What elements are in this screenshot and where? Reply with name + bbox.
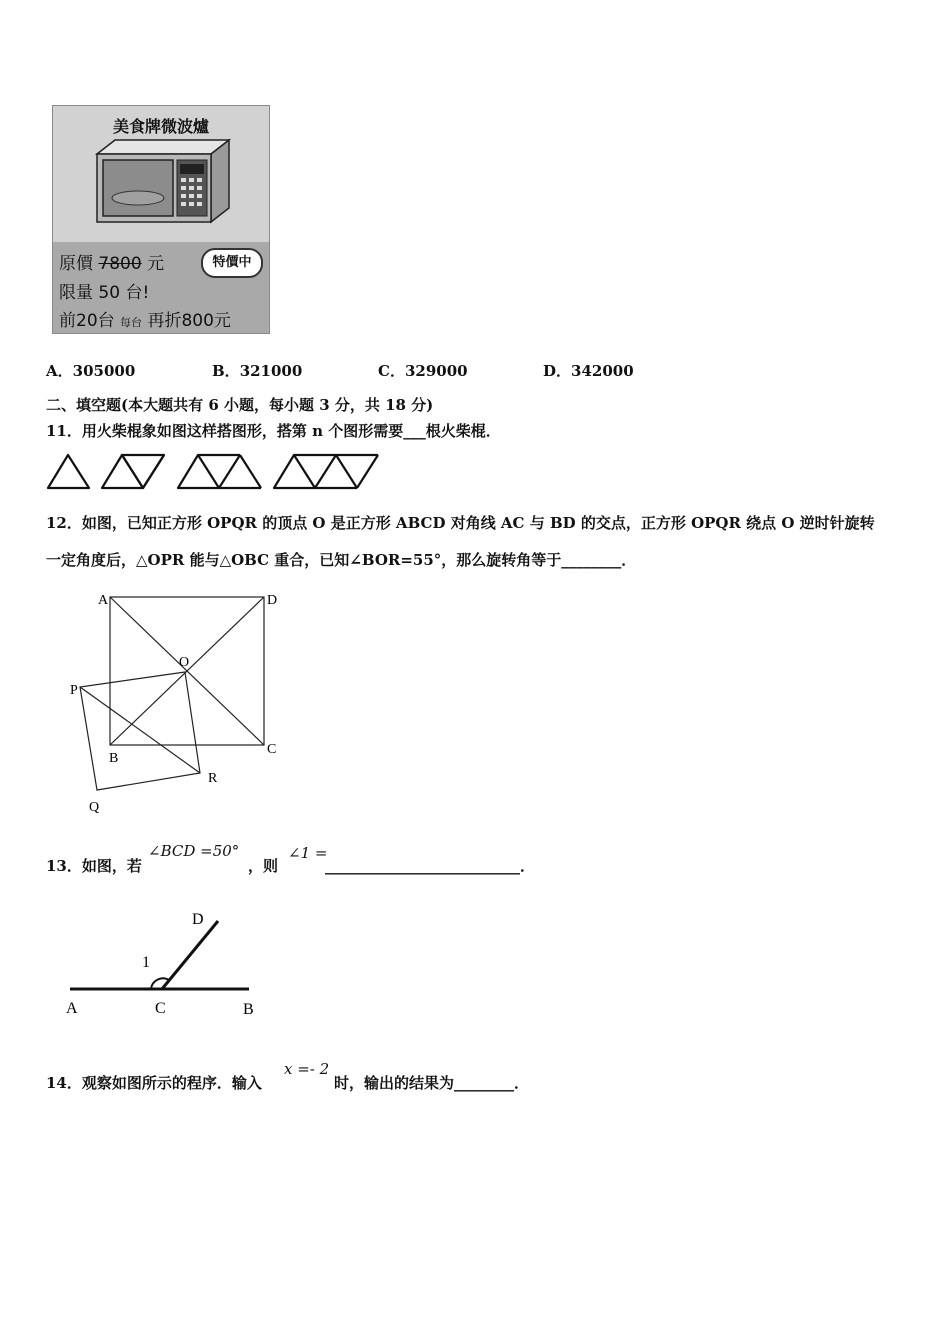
option-value: 321000 [239,362,303,380]
question-14-formula: x =- 2 [284,1060,330,1078]
ad-discount: 再折800元 [147,311,231,331]
label-b: B [109,751,119,766]
label-o: O [179,655,190,670]
triangle-fig-1 [48,455,89,488]
square-opqr [80,672,200,790]
option-label: D． [543,362,572,380]
question-13-formula: ∠BCD =50° [148,842,240,860]
label-a: A [66,1000,78,1017]
label-r: R [208,771,218,786]
option-c [378,362,468,380]
rotated-squares-figure [60,585,300,820]
matchstick-triangles-figure [44,450,389,492]
question-12-line-2: 一定角度后，△OPR 能与△OBC 重合，已知∠BOR=55°，那么旋转角等于________． [46,551,637,569]
option-value: 329000 [404,362,468,380]
question-13-formula-2: ∠1 = [288,844,328,862]
section-heading: 二、填空题(本大题共有 6 小题，每小题 3 分，共 18 分) [46,396,434,414]
option-value: 342000 [571,362,634,380]
label-a: A [98,593,109,608]
option-label: A． [46,362,73,380]
question-12-line-1: 12．如图，已知正方形 OPQR 的顶点 O 是正方形 ABCD 对角线 AC 与 BD 的交点，正方形 OPQR 绕点 O 逆时针旋转 [46,514,875,532]
question-13-prefix: 13．如图，若 [46,857,142,875]
label-q: Q [89,800,100,815]
price-original: 7800 [98,254,142,274]
angle-figure [55,905,275,1020]
ad-limit-line: 限量 50 台! [59,283,150,303]
question-13-mid: ，则 [248,857,279,875]
option-a [46,362,135,380]
option-d [543,362,634,380]
ad-per: 每台 [120,316,143,329]
ad-front: 前20台 [59,311,115,331]
ad-title: 美食牌微波爐 [112,117,209,136]
question-11: 11．用火柴棍象如图这样搭图形，搭第 n 个图形需要___根火柴棍． [46,422,501,440]
label-d: D [192,911,204,928]
label-c: C [267,742,277,757]
microwave-icon [93,136,233,226]
option-value: 305000 [72,362,136,380]
label-p: P [70,683,78,698]
option-label: C． [378,362,405,380]
label-b: B [243,1001,254,1018]
label-c: C [155,1000,166,1017]
price-unit: 元 [147,254,165,274]
price-prefix: 原價 [59,254,93,274]
ad-price-line [59,249,164,274]
microwave-ad-image [52,105,270,334]
question-13-blank: __________________________． [325,857,536,875]
ad-discount-line [59,306,231,331]
question-14-prefix: 14．观察如图所示的程序．输入 [46,1074,262,1092]
sale-badge: 特價中 [201,248,263,278]
label-angle-1: 1 [142,954,150,971]
option-label: B． [212,362,240,380]
label-d: D [267,593,278,608]
option-b [212,362,302,380]
question-14-suffix: 时，输出的结果为________． [334,1074,530,1092]
